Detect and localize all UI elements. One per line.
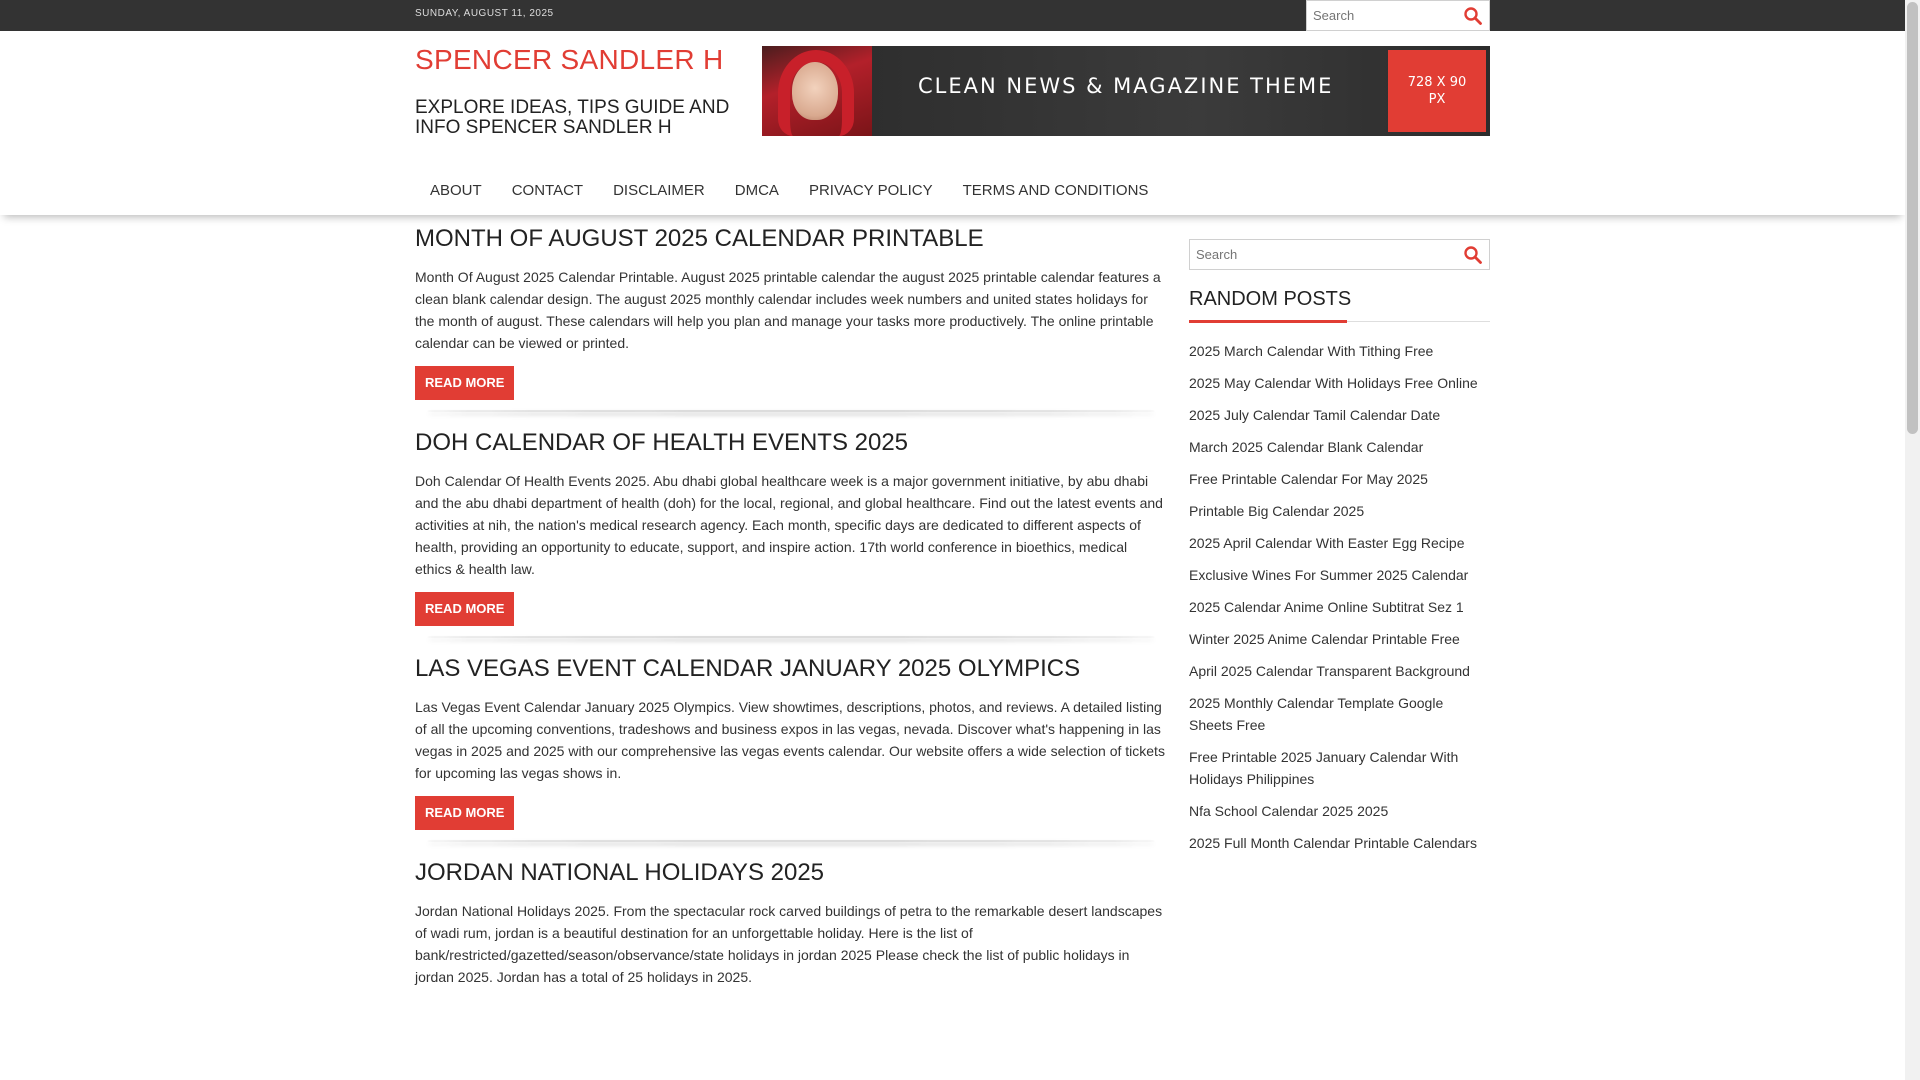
random-post-link[interactable]: Free Printable 2025 January Calendar With Holidays Philippines bbox=[1189, 749, 1459, 787]
sidebar bbox=[1189, 239, 1490, 864]
post-title[interactable]: LAS VEGAS EVENT CALENDAR JANUARY 2025 OLYMPICS bbox=[415, 655, 1081, 682]
main-navigation bbox=[0, 165, 1905, 215]
current-date: SUNDAY, AUGUST 11, 2025 bbox=[415, 8, 554, 19]
post-item bbox=[415, 652, 1167, 830]
post-title[interactable]: MONTH OF AUGUST 2025 CALENDAR PRINTABLE bbox=[415, 225, 984, 252]
sidebar-search-input[interactable] bbox=[1190, 240, 1340, 269]
banner-model-image bbox=[762, 46, 872, 136]
random-post-link[interactable]: March 2025 Calendar Blank Calendar bbox=[1189, 439, 1424, 455]
banner-headline: CLEAN NEWS & MAGAZINE THEME bbox=[918, 74, 1334, 98]
random-post-link[interactable]: 2025 Monthly Calendar Template Google Sheets Free bbox=[1189, 695, 1444, 733]
nav-item-dmca[interactable]: DMCA bbox=[734, 181, 779, 199]
random-post-link[interactable]: 2025 May Calendar With Holidays Free Online bbox=[1189, 375, 1478, 391]
page-scrollbar[interactable] bbox=[1905, 0, 1920, 1080]
post-divider bbox=[415, 830, 1167, 856]
site-title[interactable]: SPENCER SANDLER H bbox=[415, 44, 724, 75]
top-search-box[interactable] bbox=[1306, 0, 1490, 31]
sidebar-search-box[interactable] bbox=[1189, 239, 1490, 270]
random-post-link[interactable]: 2025 March Calendar With Tithing Free bbox=[1189, 343, 1434, 359]
post-divider bbox=[415, 400, 1167, 426]
random-post-link[interactable]: 2025 April Calendar With Easter Egg Recipe bbox=[1189, 535, 1465, 551]
site-tagline: EXPLORE IDEAS, TIPS GUIDE AND INFO SPENCER SANDLER H bbox=[415, 97, 730, 138]
read-more-button[interactable]: READ MORE bbox=[415, 796, 514, 830]
post-excerpt: Jordan National Holidays 2025. From the spectacular rock carved buildings of petra to the remarkable desert landscapes of wadi rum, jordan is a beautiful destination for an unforgettable holiday. Here is the list of bank/restricted/gazetted/season/observance/state holidays in jordan 2025 Please check the list of public holidays in jordan 2025. Jordan has a total of 25 holidays in 2025. bbox=[415, 903, 1163, 985]
post-divider bbox=[415, 626, 1167, 652]
read-more-button[interactable]: READ MORE bbox=[415, 366, 514, 400]
random-post-link[interactable]: 2025 Full Month Calendar Printable Calendars bbox=[1189, 835, 1477, 851]
top-bar bbox=[0, 0, 1905, 31]
nav-item-about[interactable]: ABOUT bbox=[430, 181, 482, 199]
scrollbar-thumb[interactable] bbox=[1907, 2, 1918, 434]
post-list bbox=[415, 222, 1167, 1000]
post-excerpt: Las Vegas Event Calendar January 2025 Olympics. View showtimes, descriptions, photos, and reviews. A detailed listing of all the upcoming conventions, tradeshows and business expos in las vegas, nevada. Discover what's happening in las vegas in 2025 and 2025 with our comprehensive las vegas events calendar. Our website offers a wide selection of tickets for upcoming las vegas shows in. bbox=[415, 699, 1165, 781]
random-post-link[interactable]: 2025 July Calendar Tamil Calendar Date bbox=[1189, 407, 1441, 423]
random-post-link[interactable]: Free Printable Calendar For May 2025 bbox=[1189, 471, 1428, 487]
random-post-link[interactable]: Nfa School Calendar 2025 2025 bbox=[1189, 803, 1389, 819]
search-icon[interactable] bbox=[1463, 245, 1483, 265]
nav-item-terms[interactable]: TERMS AND CONDITIONS bbox=[962, 181, 1149, 199]
search-icon[interactable] bbox=[1463, 6, 1483, 26]
random-post-link[interactable]: Winter 2025 Anime Calendar Printable Free bbox=[1189, 631, 1460, 647]
post-title[interactable]: DOH CALENDAR OF HEALTH EVENTS 2025 bbox=[415, 429, 909, 456]
post-title[interactable]: JORDAN NATIONAL HOLIDAYS 2025 bbox=[415, 859, 825, 886]
random-post-link[interactable]: Printable Big Calendar 2025 bbox=[1189, 503, 1365, 519]
random-posts-title: RANDOM POSTS bbox=[1189, 288, 1490, 322]
post-item bbox=[415, 856, 1167, 988]
ad-banner[interactable] bbox=[762, 46, 1490, 136]
nav-item-privacy-policy[interactable]: PRIVACY POLICY bbox=[808, 181, 933, 199]
random-post-link[interactable]: 2025 Calendar Anime Online Subtitrat Sez 1 bbox=[1189, 599, 1464, 615]
random-post-link[interactable]: April 2025 Calendar Transparent Background bbox=[1189, 663, 1470, 679]
random-post-link[interactable]: Exclusive Wines For Summer 2025 Calendar bbox=[1189, 567, 1469, 583]
read-more-button[interactable]: READ MORE bbox=[415, 592, 514, 626]
post-item bbox=[415, 222, 1167, 400]
post-item bbox=[415, 426, 1167, 626]
post-excerpt: Month Of August 2025 Calendar Printable. August 2025 printable calendar the august 2025 printable calendar features a clean blank calendar design. The august 2025 monthly calendar includes week numbers and united states holidays for the month of august. These calendars will help you plan and manage your tasks more productively. The online printable calendar can be viewed or printed. bbox=[415, 269, 1161, 351]
banner-size-badge: 728 X 90 PX bbox=[1388, 50, 1486, 132]
top-search-input[interactable] bbox=[1307, 1, 1457, 30]
random-posts-list bbox=[1189, 340, 1490, 854]
nav-item-contact[interactable]: CONTACT bbox=[511, 181, 584, 199]
post-excerpt: Doh Calendar Of Health Events 2025. Abu dhabi global healthcare week is a major government initiative, by abu dhabi and the abu dhabi department of health (doh) for the local, regional, and global healthcare. Find out the latest events and activities at nih, the nation's medical research agency. Each month, specific days are dedicated to different aspects of health, providing an opportunity to educate, support, and inspire action. 17th world conference in bioethics, medical ethics & health law. bbox=[415, 473, 1163, 577]
nav-item-disclaimer[interactable]: DISCLAIMER bbox=[613, 181, 705, 199]
